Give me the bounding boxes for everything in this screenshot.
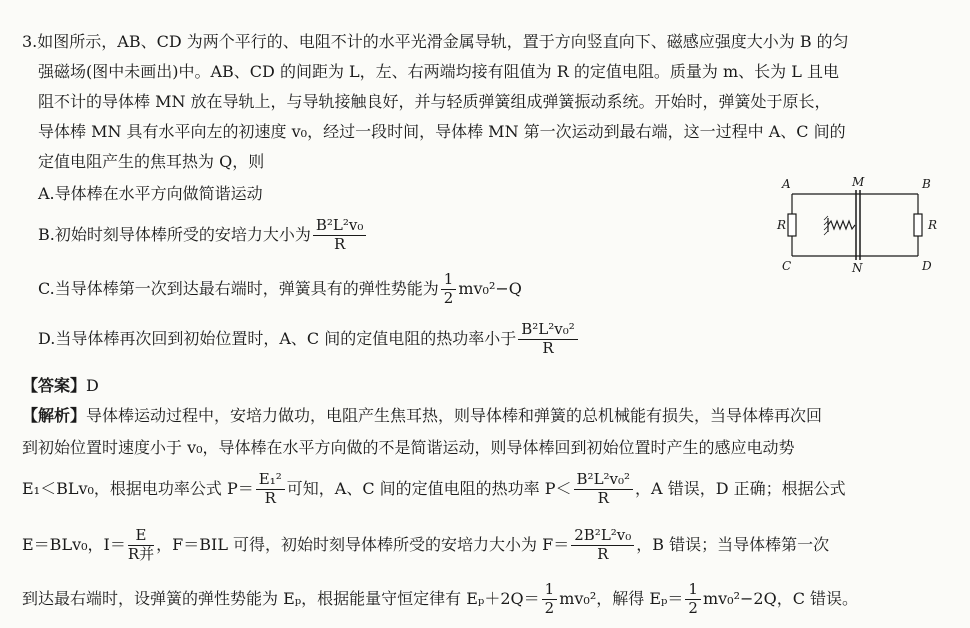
analysis-line3-f1-num: E₁² bbox=[256, 472, 285, 490]
analysis-line5-f2-num: 1 bbox=[685, 582, 701, 600]
stem-line-3: 阻不计的导体棒 MN 放在导轨上，与导轨接触良好，并与轻质弹簧组成弹簧振动系统。开始时，弹簧处于原长， bbox=[38, 92, 831, 111]
analysis-line4-fraction-2 bbox=[571, 528, 634, 563]
left-resistor bbox=[788, 214, 796, 236]
option-b bbox=[38, 218, 368, 253]
analysis-line3-b: 可知，A、C 间的定值电阻的热功率 P＜ bbox=[286, 478, 572, 498]
analysis-line-3 bbox=[22, 472, 846, 507]
analysis-line3-c: ，A 错误，D 正确；根据公式 bbox=[635, 478, 846, 498]
circuit-diagram bbox=[776, 176, 946, 276]
analysis-line-2: 到初始位置时速度小于 v₀，导体棒在水平方向做的不是简谐运动，则导体棒回到初始位置时产生的感应电动势 bbox=[22, 438, 795, 457]
analysis-line4-fraction-1 bbox=[128, 528, 154, 563]
analysis-line3-f1-den: R bbox=[264, 488, 276, 507]
analysis-line5-fraction-1 bbox=[542, 582, 558, 617]
analysis-line4-b: ，F＝BIL 可得，初始时刻导体棒所受的安培力大小为 F＝ bbox=[156, 534, 570, 554]
label-r-right: R bbox=[928, 218, 938, 232]
spring-wall-hatch-4 bbox=[824, 231, 828, 235]
option-c-tail: mv₀²−Q bbox=[458, 278, 522, 298]
label-b: B bbox=[922, 177, 931, 191]
analysis-line-4 bbox=[22, 528, 829, 563]
spring bbox=[828, 221, 855, 229]
analysis-line5-f1-num: 1 bbox=[542, 582, 558, 600]
analysis-line5-f2-den: 2 bbox=[688, 598, 698, 617]
stem-line-2: 强磁场(图中未画出)中。AB、CD 的间距为 L，左、右两端均接有阻值为 R 的定值电阻。质量为 m、长为 L 且电 bbox=[38, 62, 839, 81]
analysis-line3-f2-den: R bbox=[597, 488, 609, 507]
analysis-line4-f2-num: 2B²L²v₀ bbox=[571, 528, 634, 546]
label-n: N bbox=[852, 261, 863, 275]
analysis-text-1: 导体棒运动过程中，安培力做功，电阻产生焦耳热，则导体棒和弹簧的总机械能有损失，当导体棒再次回 bbox=[86, 406, 823, 425]
option-c bbox=[38, 272, 522, 307]
option-d-numerator: B²L²v₀² bbox=[518, 322, 578, 340]
analysis-line5-f1-den: 2 bbox=[544, 598, 555, 617]
option-b-text: B.初始时刻导体棒所受的安培力大小为 bbox=[38, 224, 311, 244]
option-d-denominator: R bbox=[542, 338, 554, 357]
option-c-numerator: 1 bbox=[441, 272, 457, 290]
right-resistor bbox=[914, 214, 922, 236]
answer-label: 【答案】 bbox=[22, 376, 87, 395]
analysis-line4-f1-num: E bbox=[128, 528, 154, 546]
label-a: A bbox=[782, 177, 791, 191]
analysis-label: 【解析】 bbox=[22, 406, 87, 425]
answer-line bbox=[22, 378, 99, 394]
analysis-line3-a: E₁＜BLv₀，根据电功率公式 P＝ bbox=[22, 478, 254, 498]
analysis-line5-fraction-2 bbox=[685, 582, 701, 617]
analysis-line5-b: mv₀²，解得 Eₚ＝ bbox=[559, 588, 684, 608]
analysis-line4-f2-den: R bbox=[597, 544, 609, 563]
analysis-line5-a: 到达最右端时，设弹簧的弹性势能为 Eₚ，根据能量守恒定律有 Eₚ＋2Q＝ bbox=[22, 588, 540, 608]
option-c-denominator: 2 bbox=[443, 288, 454, 307]
stem-line-4: 导体棒 MN 具有水平向左的初速度 v₀，经过一段时间，导体棒 MN 第一次运动到最右端，这一过程中 A、C 间的 bbox=[38, 122, 846, 141]
stem-line-5: 定值电阻产生的焦耳热为 Q，则 bbox=[38, 152, 265, 171]
analysis-line3-fraction-2 bbox=[574, 472, 634, 507]
option-b-denominator: R bbox=[333, 234, 346, 253]
stem-line-1: 3.如图所示，AB、CD 为两个平行的、电阻不计的水平光滑金属导轨，置于方向竖直向下、磁感应强度大小为 B 的匀 bbox=[22, 32, 849, 51]
analysis-line-1 bbox=[22, 408, 822, 424]
analysis-line3-fraction-1 bbox=[256, 472, 285, 507]
option-c-fraction bbox=[441, 272, 457, 307]
option-d-text: D.当导体棒再次回到初始位置时，A、C 间的定值电阻的热功率小于 bbox=[38, 328, 517, 348]
analysis-line3-f2-num: B²L²v₀² bbox=[574, 472, 634, 490]
analysis-line4-f1-den: R并 bbox=[127, 544, 155, 563]
analysis-line-5 bbox=[22, 582, 858, 617]
label-c: C bbox=[782, 259, 792, 273]
option-b-fraction bbox=[313, 218, 367, 253]
label-m: M bbox=[852, 176, 865, 189]
option-b-numerator: B²L²v₀ bbox=[313, 218, 367, 236]
option-d-fraction bbox=[518, 322, 578, 357]
option-d bbox=[38, 322, 580, 357]
analysis-line4-c: ，B 错误；当导体棒第一次 bbox=[636, 534, 830, 554]
option-a: A.导体棒在水平方向做简谐运动 bbox=[38, 184, 263, 203]
analysis-line5-c: mv₀²−2Q，C 错误。 bbox=[702, 588, 859, 608]
label-r-left: R bbox=[777, 218, 787, 232]
option-c-text: C.当导体棒第一次到达最右端时，弹簧具有的弹性势能为 bbox=[38, 278, 439, 298]
label-d: D bbox=[922, 259, 932, 273]
answer-value: D bbox=[86, 376, 99, 395]
analysis-line4-a: E＝BLv₀，I＝ bbox=[22, 534, 126, 554]
